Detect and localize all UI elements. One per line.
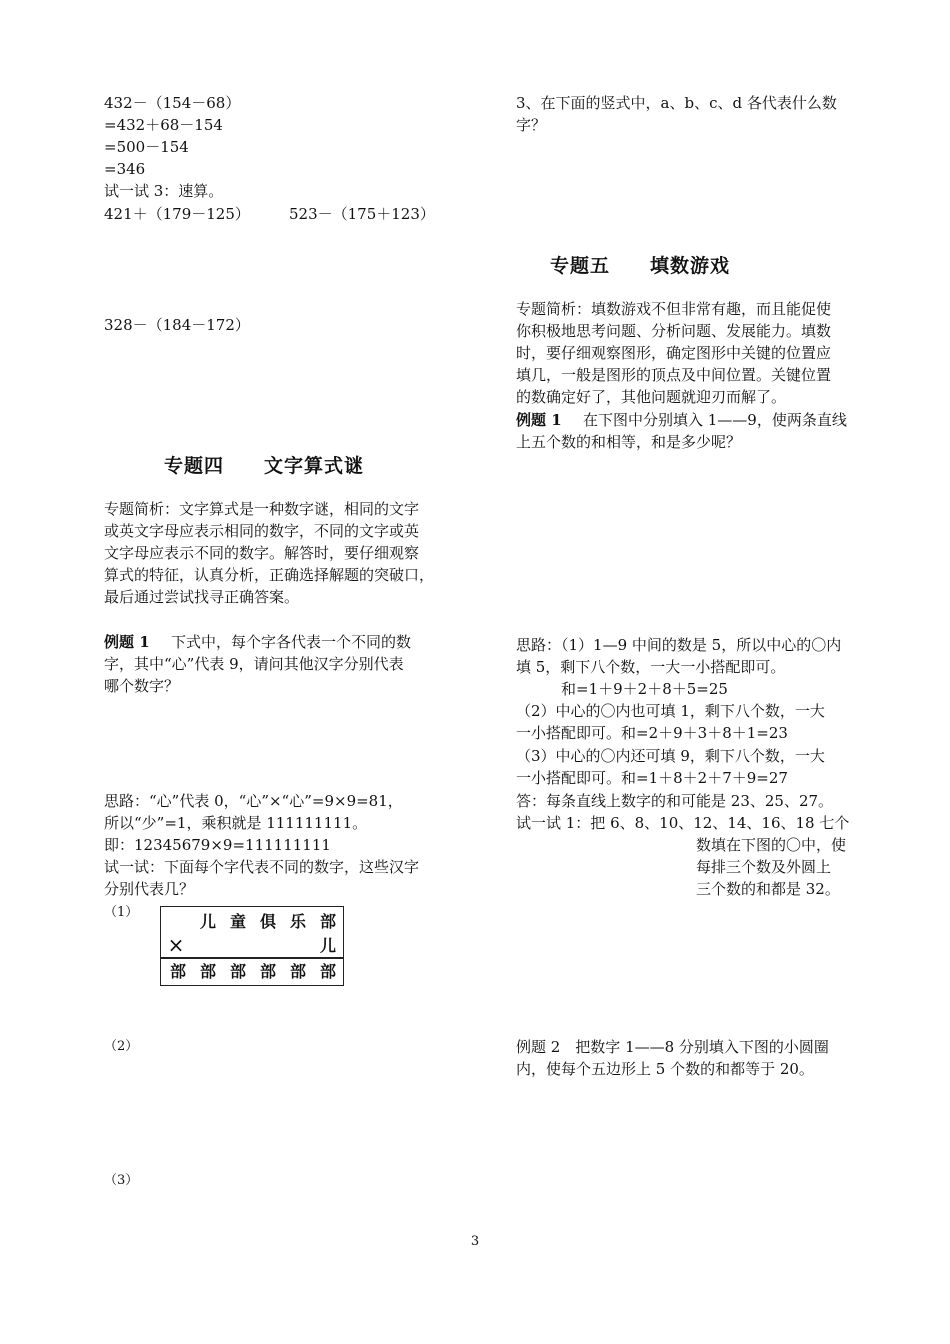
- puzzle-char: 部: [229, 962, 246, 981]
- topic5-intro-1: 专题简析：填数游戏不但非常有趣，而且能促使: [516, 300, 832, 318]
- calc-line-3: =500－154: [104, 138, 189, 156]
- solution-line-4: 试一试：下面每个字代表不同的数字，这些汉字: [104, 858, 420, 876]
- exercise-c: 328－（184－172）: [104, 316, 250, 334]
- solution-right-line-3: 和=1＋9＋2＋8＋5=25: [516, 680, 728, 698]
- topic5-intro-5: 的数确定好了，其他问题就迎刃而解了。: [516, 388, 787, 406]
- puzzle-char: 部: [289, 962, 306, 981]
- page-number: 3: [470, 1234, 480, 1249]
- exercise-b: 523－（175＋123）: [289, 205, 435, 223]
- solution-right-line-7: 一小搭配即可。和=1＋8＋2＋7＋9=27: [516, 769, 788, 787]
- example1-line-2: 字，其中“心”代表 9，请问其他汉字分别代表: [104, 655, 404, 673]
- puzzle-char: 乐: [289, 912, 306, 931]
- calc-line-1: 432－（154－68）: [104, 94, 241, 112]
- topic4-intro-5: 最后通过尝试找寻正确答案。: [104, 588, 300, 606]
- puzzle-char: 部: [319, 912, 336, 931]
- solution-right-line-2: 填 5，剩下八个数，一大一小搭配即可。: [516, 658, 786, 676]
- topic5-intro-4: 填几，一般是图形的顶点及中间位置。关键位置: [516, 366, 832, 384]
- example1-line-1: 下式中，每个字各代表一个不同的数: [156, 633, 412, 651]
- topic4-intro-4: 算式的特征，认真分析，正确选择解题的突破口，: [104, 566, 435, 584]
- example1-label: 例题 1: [104, 633, 150, 651]
- try1-cont-2: 每排三个数及外圆上: [696, 858, 832, 876]
- topic5-intro-3: 时，要仔细观察图形，确定图形中关键的位置应: [516, 344, 832, 362]
- puzzle-char: 俱: [259, 912, 276, 931]
- try1-cont-3: 三个数的和都是 32。: [696, 880, 840, 898]
- puzzle-char: 部: [169, 962, 186, 981]
- solution-line-1: 思路：“心”代表 0，“心”×“心”=9×9=81，: [104, 792, 403, 810]
- example2-line-2: 内，使每个五边形上 5 个数的和都等于 20。: [516, 1060, 814, 1078]
- solution-right-line-5: 一小搭配即可。和=2＋9＋3＋8＋1=23: [516, 724, 788, 742]
- topic4-intro-1: 专题简析：文字算式是一种数字谜，相同的文字: [104, 500, 420, 518]
- solution-line-2: 所以“少”=1，乘积就是 111111111。: [104, 814, 368, 832]
- try1-line: 试一试 1：把 6、8、10、12、14、16、18 七个: [516, 814, 850, 832]
- solution-right-line-1: 思路：（1）1—9 中间的数是 5，所以中心的〇内: [516, 636, 842, 654]
- exercise-a: 421＋（179－125）: [104, 205, 250, 223]
- puzzle-char: 部: [319, 962, 336, 981]
- puzzle-box: [160, 906, 344, 986]
- topic5-title: 专题五 填数游戏: [550, 255, 731, 277]
- item-1-label: （1）: [104, 905, 139, 920]
- calc-line-4: =346: [104, 160, 146, 178]
- solution-right-line-6: （3）中心的〇内还可填 9，剩下八个数，一大: [516, 747, 825, 765]
- topic4-intro-3: 文字母应表示不同的数字。解答时，要仔细观察: [104, 544, 420, 562]
- puzzle-char: 童: [229, 912, 246, 931]
- puzzle-char: 儿: [199, 912, 216, 931]
- topic4-title: 专题四 文字算式谜: [164, 455, 365, 477]
- example1-right-line-1: 在下图中分别填入 1——9，使两条直线: [568, 411, 847, 429]
- item-2-label: （2）: [104, 1039, 139, 1054]
- q3-line-1: 3、在下面的竖式中，a、b、c、d 各代表什么数: [516, 94, 837, 112]
- example1-right-line-2: 上五个数的和相等，和是多少呢？: [516, 433, 742, 451]
- solution-line-3: 即：12345679×9=111111111: [104, 836, 331, 854]
- puzzle-char: 部: [199, 962, 216, 981]
- q3-line-2: 字？: [516, 116, 547, 134]
- example2-line-1: 例题 2 把数字 1——8 分别填入下图的小圆圈: [516, 1038, 829, 1056]
- multiply-sign: ×: [167, 933, 185, 957]
- puzzle-char: 儿: [319, 936, 336, 955]
- solution-line-5: 分别代表几？: [104, 880, 195, 898]
- try1-cont-1: 数填在下图的〇中，使: [696, 836, 847, 854]
- answer-line: 答：每条直线上数字的和可能是 23、25、27。: [516, 792, 834, 810]
- puzzle-char: 部: [259, 962, 276, 981]
- item-3-label: （3）: [104, 1173, 139, 1188]
- example1-label-right: 例题 1: [516, 411, 562, 429]
- example1-line-3: 哪个数字？: [104, 677, 180, 695]
- topic5-intro-2: 你积极地思考问题、分析问题、发展能力。填数: [516, 322, 832, 340]
- topic4-intro-2: 或英文字母应表示相同的数字，不同的文字或英: [104, 522, 420, 540]
- solution-right-line-4: （2）中心的〇内也可填 1，剩下八个数，一大: [516, 702, 825, 720]
- try3-heading: 试一试 3：速算。: [104, 182, 224, 200]
- calc-line-2: =432＋68－154: [104, 116, 223, 134]
